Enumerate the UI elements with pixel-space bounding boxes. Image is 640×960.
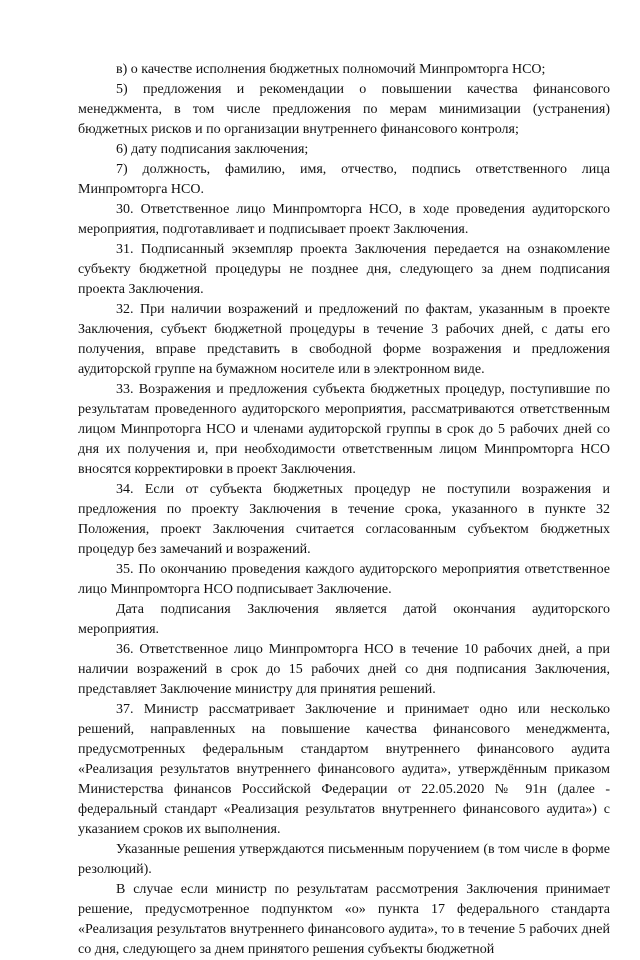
- paragraph-36: 36. Ответственное лицо Минпромторга НСО в течение 10 рабочих дней, а при наличии возражений в срок до 15 рабочих дней со дня подписания Заключения, представляет Заключение министру для принятия решений.: [78, 642, 610, 697]
- paragraph-37: 37. Министр рассматривает Заключение и принимает одно или несколько решений, направленных на повышение качества финансового менеджмента, предусмотренных федеральным стандартом внутреннего финансового аудита «Реализация результатов внутреннего финансового аудита», утверждённым приказом Министерства финансов Российской Федерации от 22.05.2020 № 91н (далее - федеральный стандарт «Реализация результатов внутреннего финансового аудита») с указанием сроков их выполнения.: [78, 702, 610, 837]
- paragraph-30: 30. Ответственное лицо Минпромторга НСО, в ходе проведения аудиторского мероприятия, подготавливает и подписывает проект Заключения.: [78, 202, 610, 237]
- paragraph-item-6: 6) дату подписания заключения;: [116, 142, 309, 157]
- paragraph-33: 33. Возражения и предложения субъекта бюджетных процедур, поступившие по результатам проведенного аудиторского мероприятия, рассматриваются ответственным лицом Минпроторга НСО и членами аудиторской группы в срок до 5 рабочих дней со дня их получения и, при необходимости ответственным лицом Минпромторга НСО вносятся корректировки в проект Заключения.: [78, 382, 610, 477]
- paragraph-34: 34. Если от субъекта бюджетных процедур не поступили возражения и предложения по проекту Заключения в течение срока, указанного в пункте 32 Положения, проект Заключения считается согласованным субъектом бюджетных процедур без замечаний и возражений.: [78, 482, 610, 557]
- paragraph-37-decisions-note: Указанные решения утверждаются письменным поручением (в том числе в форме резолюций).: [78, 842, 610, 877]
- paragraph-35: 35. По окончанию проведения каждого аудиторского мероприятия ответственное лицо Минпромторга НСО подписывает Заключение.: [78, 562, 610, 597]
- paragraph-37-minister-decision: В случае если министр по результатам рассмотрения Заключения принимает решение, предусмотренное подпунктом «о» пункта 17 федерального стандарта «Реализация результатов внутреннего финансового аудита», то в течение 5 рабочих дней со дня, следующего за днем принятого решения субъекты бюджетной: [78, 882, 610, 957]
- paragraph-35-date-note: Дата подписания Заключения является датой окончания аудиторского мероприятия.: [78, 602, 610, 637]
- paragraph-32: 32. При наличии возражений и предложений по фактам, указанным в проекте Заключения, субъект бюджетной процедуры в течение 3 рабочих дней, с даты его получения, вправе представить в свободной форме возражения и предложения аудиторской группе на бумажном носителе или в электронном виде.: [78, 302, 610, 377]
- paragraph-item-5: 5) предложения и рекомендации о повышении качества финансового менеджмента, в том числе предложения по мерам минимизации (устранения) бюджетных рисков и по организации внутреннего финансового контроля;: [78, 82, 610, 137]
- document-page: [78, 60, 610, 960]
- paragraph-item-7: 7) должность, фамилию, имя, отчество, подпись ответственного лица Минпромторга НСО.: [78, 162, 610, 197]
- paragraph-31: 31. Подписанный экземпляр проекта Заключения передается на ознакомление субъекту бюджетной процедуры не позднее дня, следующего за днем подписания проекта Заключения.: [78, 242, 610, 297]
- paragraph-item-v: в) о качестве исполнения бюджетных полномочий Минпромторга НСО;: [116, 62, 546, 77]
